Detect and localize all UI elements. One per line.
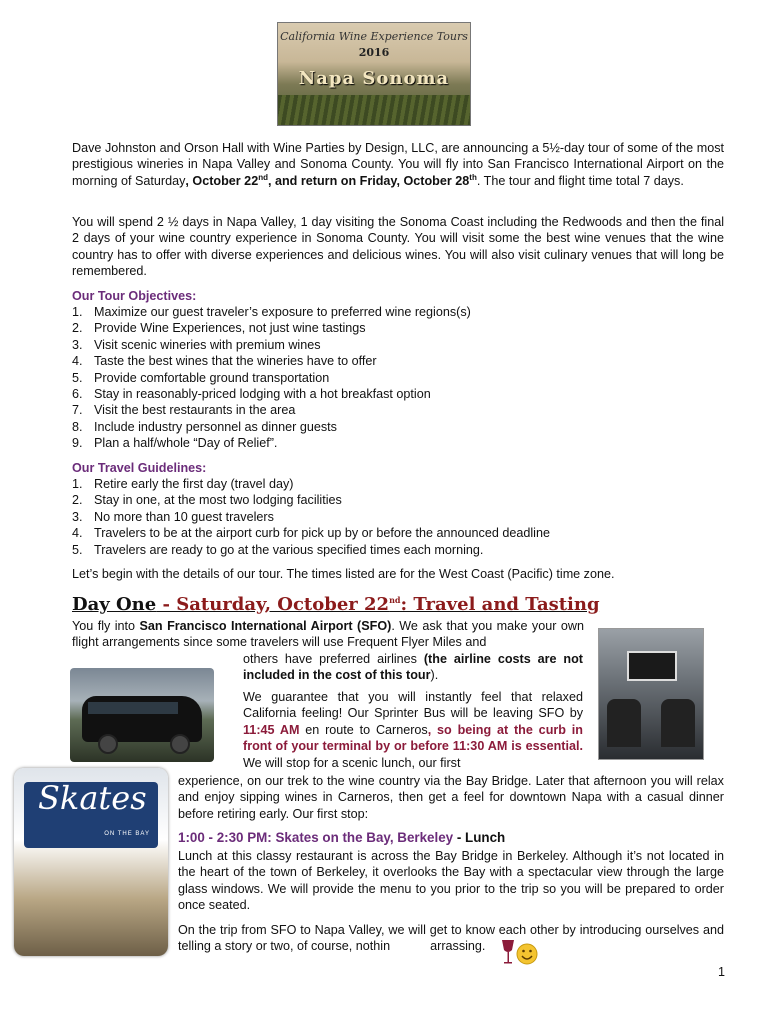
lunch-stop-text: We will stop for a scenic lunch, our first xyxy=(243,755,461,770)
list-item-text: No more than 10 guest travelers xyxy=(94,509,274,524)
list-item xyxy=(72,525,724,541)
trip-text: arrassing. xyxy=(430,939,486,954)
day-one-paragraph-1a xyxy=(72,618,584,651)
list-number: 7. xyxy=(72,403,83,418)
departure-time: 11:45 AM xyxy=(243,722,300,737)
return-date: , and return on Friday, October 28 xyxy=(267,173,470,188)
airlines-text: others have preferred airlines xyxy=(243,652,424,666)
lets-begin-text: Let’s begin with the details of our tour. The times listed are for the West Coast (Pacific) time zone. xyxy=(72,567,615,581)
date-suffix: th xyxy=(469,172,477,182)
list-item-text: Provide comfortable ground transportation xyxy=(94,370,330,385)
list-number: 6. xyxy=(72,387,83,402)
skates-logo xyxy=(24,779,158,848)
skates-logo-subtext: ON THE BAY xyxy=(104,830,150,837)
day-one-label: Day One xyxy=(72,594,157,615)
list-number: 4. xyxy=(72,526,83,541)
list-item xyxy=(72,542,724,558)
list-item xyxy=(72,370,724,386)
intro-paragraph-1 xyxy=(72,140,724,189)
van-windows xyxy=(88,702,178,714)
seat xyxy=(661,699,695,747)
trip-text: , of course, nothin xyxy=(290,939,391,954)
flight-text: . We ask that you make your own flight arrangements since some travelers will use Frequent Flyer Miles and xyxy=(72,619,584,650)
list-item-text: Plan a half/whole “Day of Relief”. xyxy=(94,436,278,451)
skates-logo-text: Skates xyxy=(38,779,147,817)
list-number: 5. xyxy=(72,542,83,557)
van-tire xyxy=(170,734,190,754)
intro-text: Dave Johnston and Orson Hall with Wine Parties by Design, LLC, are announcing a 5½-day tour of some of the most prestigious wineries in Napa Valley and Sonoma County. You will fly into San Francisco International Airport on the morning of Saturday xyxy=(72,141,724,188)
list-item xyxy=(72,353,724,369)
list-number: 9. xyxy=(72,436,83,451)
fly-text: You fly into xyxy=(72,619,140,633)
banner-regions: Napa Sonoma xyxy=(298,68,450,89)
tv-screen xyxy=(627,651,677,681)
list-item xyxy=(72,402,724,418)
list-number: 2. xyxy=(72,493,83,508)
objectives-list xyxy=(72,304,724,452)
vineyard-hills xyxy=(278,95,470,125)
list-item-text: Travelers to be at the airport curb for pick up by or before the announced deadline xyxy=(94,526,550,541)
route-text: en route to Carneros xyxy=(299,722,428,737)
banner-year: 2016 xyxy=(358,46,390,59)
tour-banner-image xyxy=(277,22,471,126)
seat xyxy=(607,699,641,747)
day-one-title: : Travel and Tasting xyxy=(400,594,600,615)
list-number: 1. xyxy=(72,477,83,491)
lunch-paragraph: Lunch at this classy restaurant is across the Bay Bridge in Berkeley. Although it’s not located in the heart of the town of Berkeley, it overlooks the Bay with a spectacular view through the large glass windows. We will provide the menu to you prior to the trip so you will be prepared to order once seated. xyxy=(178,849,724,913)
intro-trip-paragraph xyxy=(178,922,724,955)
list-item-text: Visit scenic wineries with premium wines xyxy=(94,337,321,352)
list-item xyxy=(72,435,724,451)
list-item-text: Provide Wine Experiences, not just wine tastings xyxy=(94,321,366,336)
list-item xyxy=(72,476,724,492)
list-number: 3. xyxy=(72,337,83,352)
list-item xyxy=(72,509,724,525)
lunch-heading xyxy=(178,830,505,846)
list-number: 1. xyxy=(72,305,83,319)
van-interior-image xyxy=(598,628,704,760)
list-item-text: Maximize our guest traveler’s exposure to preferred wine regions(s) xyxy=(94,305,471,319)
intro-text: . The tour and flight time total 7 days. xyxy=(476,173,684,188)
banner-title: California Wine Experience Tours xyxy=(280,30,468,43)
trek-text: experience, on our trek to the wine country via the Bay Bridge xyxy=(178,774,529,788)
list-number: 4. xyxy=(72,354,83,369)
sprinter-van-image xyxy=(70,668,214,762)
page-number: 1 xyxy=(718,965,726,979)
wine-emoji-icon xyxy=(498,938,538,968)
day-one-heading xyxy=(72,594,600,615)
curb-deadline: , so being at the curb in front of your terminal by or before 11:30 AM is essential. xyxy=(243,722,583,754)
day-one-date: - Saturday, October 22 xyxy=(156,594,390,615)
start-date: , October 22 xyxy=(185,173,259,188)
list-item-text: Travelers are ready to go at the various specified times each morning. xyxy=(94,542,484,557)
guarantee-text: We guarantee that you will instantly feel that relaxed California feeling! Our Sprinter Bus will be leaving SFO by xyxy=(243,690,583,721)
day-one-paragraph-1b xyxy=(243,651,583,684)
list-item-text: Stay in one, at the most two lodging facilities xyxy=(94,493,342,508)
airport-name: San Francisco International Airport (SFO) xyxy=(139,619,392,633)
objectives-heading: Our Tour Objectives: xyxy=(72,289,197,303)
skates-restaurant-image xyxy=(14,768,168,956)
afternoon-text: . Later that afternoon you will relax and enjoy sipping wines in Carneros, then get a feel for downtown Napa with a casual dinner before retiring early. Our first stop: xyxy=(178,774,724,821)
list-item xyxy=(72,386,724,402)
lunch-time-venue: 1:00 - 2:30 PM: Skates on the Bay, Berkeley xyxy=(178,830,454,845)
van-tire xyxy=(98,734,118,754)
list-item-text: Include industry personnel as dinner guests xyxy=(94,419,337,434)
date-suffix: nd xyxy=(389,595,401,605)
day-one-paragraph-2a xyxy=(243,689,583,771)
lunch-label: - Lunch xyxy=(453,830,506,845)
intro-paragraph-2: You will spend 2 ½ days in Napa Valley, 1 day visiting the Sonoma Coast including the Redwoods and then the final 2 days of your wine country experience in Sonoma County. You will visit some the best wine venues that the wine country has to offer with diverse experiences and delicious wines. You will also visit culinary venues that will long be remembered. xyxy=(72,215,724,279)
list-item xyxy=(72,492,724,508)
list-number: 2. xyxy=(72,321,83,336)
list-number: 8. xyxy=(72,419,83,434)
guidelines-heading: Our Travel Guidelines: xyxy=(72,461,207,475)
list-number: 3. xyxy=(72,509,83,524)
list-item xyxy=(72,337,724,353)
list-item-text: Taste the best wines that the wineries have to offer xyxy=(94,354,377,369)
list-item-text: Stay in reasonably-priced lodging with a hot breakfast option xyxy=(94,387,431,402)
airline-cost-note: (the airline costs are not included in the cost of this tour xyxy=(243,652,583,683)
list-item xyxy=(72,304,724,320)
list-item-text: Visit the best restaurants in the area xyxy=(94,403,296,418)
list-item xyxy=(72,419,724,435)
list-number: 5. xyxy=(72,370,83,385)
day-one-paragraph-2b xyxy=(178,773,724,822)
punctuation: ). xyxy=(430,668,439,683)
guidelines-list xyxy=(72,476,724,558)
date-suffix: nd xyxy=(258,172,268,182)
list-item xyxy=(72,320,724,336)
list-item-text: Retire early the first day (travel day) xyxy=(94,477,294,491)
trip-text: On the trip from SFO to Napa Valley, we will get to know each other by introducing ourselves and telling a story or two xyxy=(178,923,724,954)
